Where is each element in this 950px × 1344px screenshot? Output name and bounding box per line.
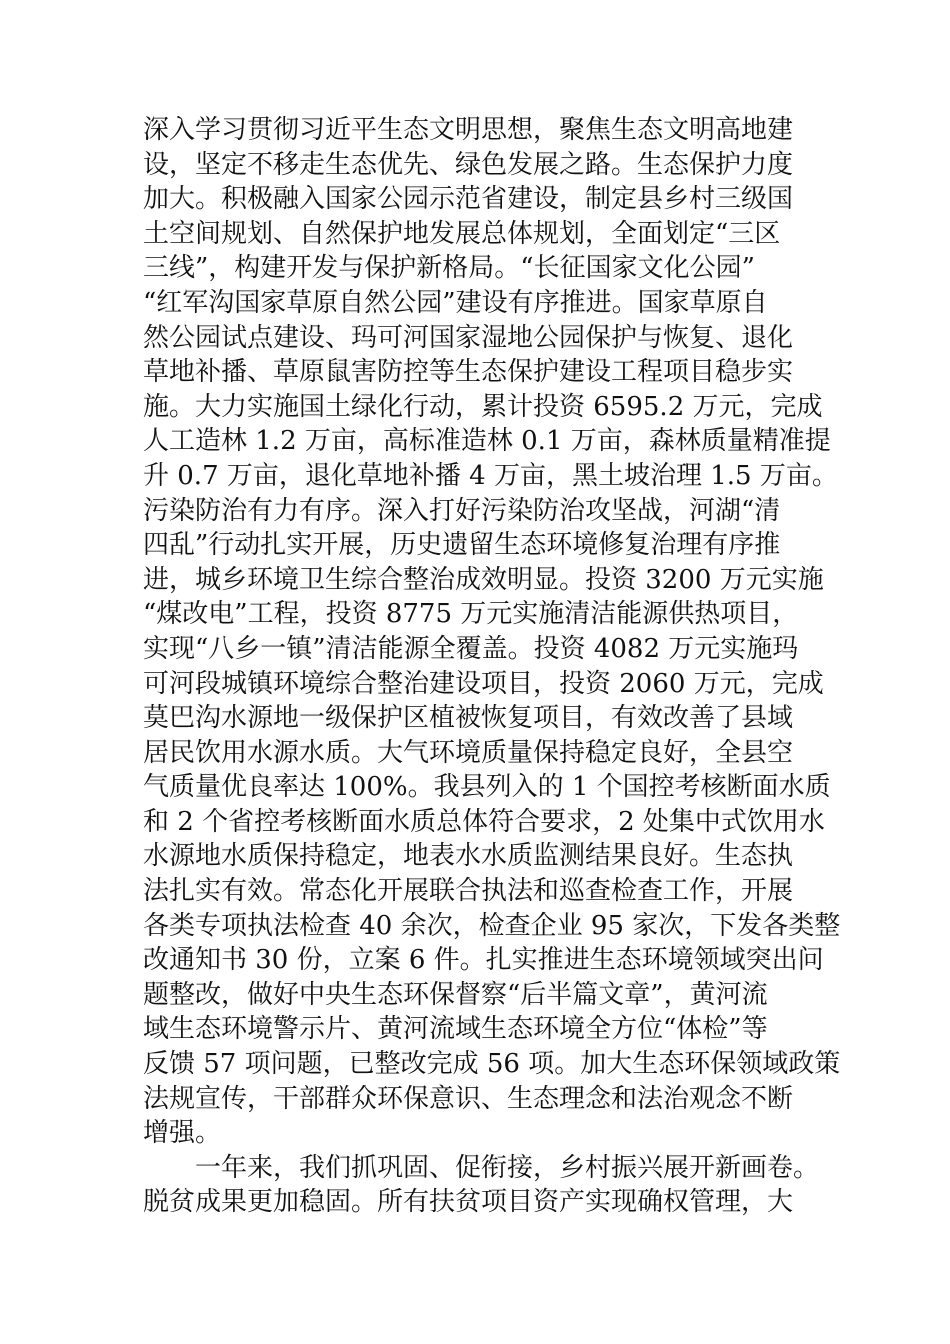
text-line: 草地补播、草原鼠害防控等生态保护建设工程项目稳步实	[143, 357, 794, 388]
text-line: 实现“八乡一镇”清洁能源全覆盖。投资 4082 万元实施玛	[143, 633, 799, 664]
text-line: 改通知书 30 份，立案 6 件。扎实推进生态环境领域突出问	[143, 945, 824, 976]
text-line: 域生态环境警示片、黄河流域生态环境全方位“体检”等	[143, 1014, 768, 1045]
text-line: 莫巴沟水源地一级保护区植被恢复项目，有效改善了县域	[143, 703, 794, 734]
text-line: 法规宣传，干部群众环保意识、生态理念和法治观念不断	[143, 1083, 794, 1114]
text-line: 加大。积极融入国家公园示范省建设，制定县乡村三级国	[143, 184, 794, 215]
text-line: 升 0.7 万亩，退化草地补播 4 万亩，黑土坡治理 1.5 万亩。	[143, 460, 838, 491]
text-line: 深入学习贯彻习近平生态文明思想，聚焦生态文明高地建	[143, 115, 794, 145]
text-line: 居民饮用水源水质。大气环境质量保持稳定良好，全县空	[143, 737, 794, 768]
text-line: 反馈 57 项问题，已整改完成 56 项。加大生态环保领域政策	[143, 1049, 841, 1080]
text-line: 进，城乡环境卫生综合整治成效明显。投资 3200 万元实施	[143, 564, 824, 595]
paragraph-start-line: 一年来，我们抓巩固、促衔接，乡村振兴展开新画卷。	[195, 1152, 820, 1183]
text-line: 法扎实有效。常态化开展联合执法和巡查检查工作，开展	[143, 876, 794, 907]
text-line: 人工造林 1.2 万亩，高标准造林 0.1 万亩，森林质量精准提	[143, 426, 831, 457]
text-line: 污染防治有力有序。深入打好污染防治攻坚战，河湖“清	[143, 495, 781, 526]
text-line: 和 2 个省控考核断面水质总体符合要求，2 处集中式饮用水	[143, 806, 825, 837]
text-line: 可河段城镇环境综合整治建设项目，投资 2060 万元，完成	[143, 668, 824, 699]
text-line: 气质量优良率达 100%。我县列入的 1 个国控考核断面水质	[143, 772, 831, 803]
text-line: 施。大力实施国土绿化行动，累计投资 6595.2 万元，完成	[143, 391, 823, 422]
text-line: 三线”，构建开发与保护新格局。“长征国家文化公园”	[143, 253, 755, 284]
text-line: “红军沟国家草原自然公园”建设有序推进。国家草原自	[143, 287, 768, 318]
text-line: 四乱”行动扎实开展，历史遗留生态环境修复治理有序推	[143, 530, 781, 561]
text-line: 增强。	[143, 1118, 222, 1149]
text-line: 题整改，做好中央生态环保督察“后半篇文章”，黄河流	[143, 979, 768, 1010]
text-line: “煤改电”工程，投资 8775 万元实施清洁能源供热项目，	[143, 599, 799, 630]
body-text	[143, 113, 843, 1220]
text-line: 设，坚定不移走生态优先、绿色发展之路。生态保护力度	[143, 149, 794, 180]
text-line: 土空间规划、自然保护地发展总体规划，全面划定“三区	[143, 218, 781, 249]
text-line: 然公园试点建设、玛可河国家湿地公园保护与恢复、退化	[143, 322, 794, 353]
text-line: 各类专项执法检查 40 余次，检查企业 95 家次，下发各类整	[143, 910, 841, 941]
text-line: 脱贫成果更加稳固。所有扶贫项目资产实现确权管理，大	[143, 1187, 794, 1218]
text-line: 水源地水质保持稳定，地表水水质监测结果良好。生态执	[143, 841, 794, 872]
